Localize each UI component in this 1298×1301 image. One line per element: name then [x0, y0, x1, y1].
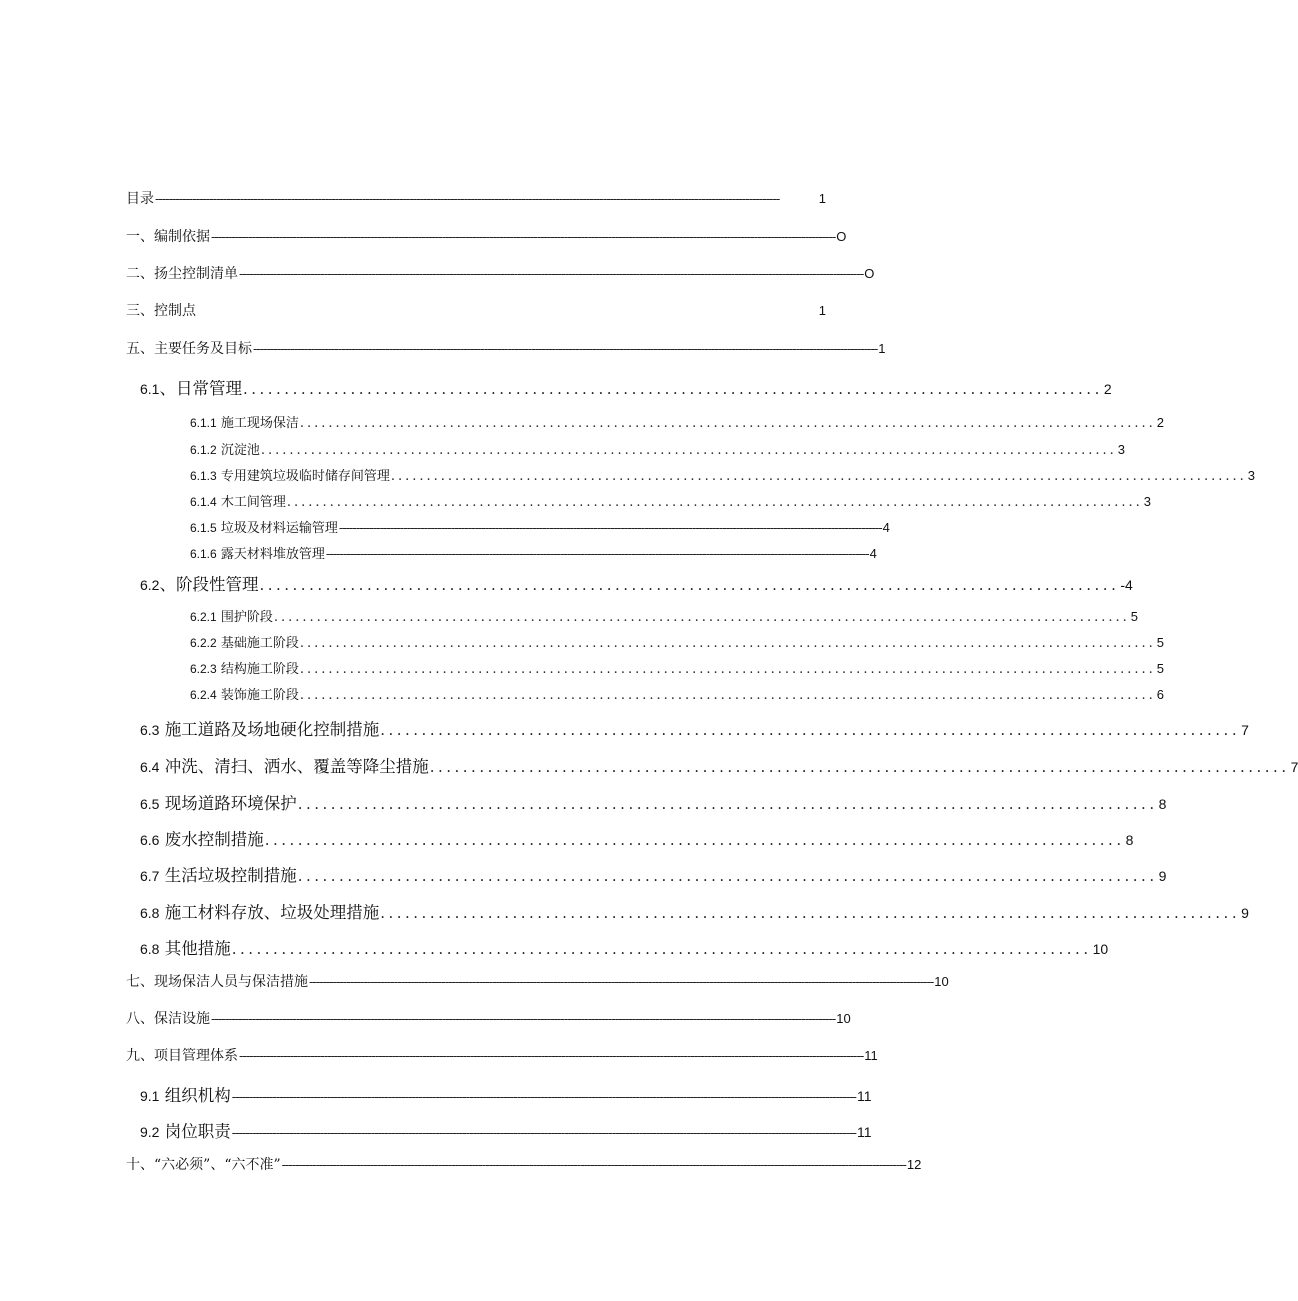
toc-entry-title: 目录 [126, 191, 154, 207]
toc-entry-page: 11 [856, 1124, 872, 1140]
toc-entry-title: 七、现场保洁人员与保洁措施 [126, 974, 308, 990]
toc-entry-title: 一、编制依据 [126, 229, 210, 245]
toc-leader-dashes: ---------------------------------------------------------------------------------------------------------------------------------------------------------------------------------------- [239, 267, 864, 282]
toc-entry-title: 二、扬尘控制清单 [126, 266, 238, 282]
toc-entry-title [190, 684, 299, 703]
toc-entry-6-8-materials[interactable] [140, 899, 1249, 923]
toc-entry-page: 6 [1156, 687, 1164, 702]
toc-entry-text: 其他措施 [164, 939, 231, 958]
toc-entry-text: 露天材料堆放管理 [220, 547, 325, 562]
toc-entry-cleaning-staff[interactable] [126, 971, 949, 991]
toc-entry-6-1-5[interactable] [190, 517, 890, 536]
toc-entry-6-2-1[interactable] [190, 606, 1138, 625]
toc-entry-title [190, 632, 299, 651]
toc-leader-dashes: ---------------------------------------------------------------------------------------------------------------------------------------------------------------------------------------- [309, 975, 934, 990]
toc-entry-6-3[interactable] [140, 716, 1249, 740]
toc-entry-page: 1 [818, 191, 826, 206]
toc-leader-dashes: ---------------------------------------------------------------------------------------------------------------------------------------------------------------------------------------- [253, 342, 878, 357]
toc-entry-page: 5 [1130, 609, 1138, 624]
toc-entry-6-1-6[interactable] [190, 543, 877, 562]
toc-entry-page: 4 [882, 520, 890, 535]
toc-entry-page: 3 [1247, 468, 1255, 483]
toc-entry-page: 1 [878, 341, 886, 356]
toc-entry-number: 6.2.2 [190, 636, 217, 650]
toc-entry-text: 装饰施工阶段 [220, 688, 299, 703]
toc-entry-title: 九、项目管理体系 [126, 1048, 238, 1064]
toc-entry-6-4[interactable] [140, 753, 1298, 777]
toc-entry-6-1-3[interactable] [190, 465, 1255, 484]
toc-entry-page: 7 [1241, 722, 1249, 738]
toc-entry-title: 十、“六必须”、“六不准” [126, 1157, 281, 1173]
toc-leader-dots: ........................................................................................................ [297, 795, 1158, 813]
toc-entry-6-6[interactable] [140, 826, 1134, 850]
toc-entry-page: 11 [856, 1088, 872, 1104]
toc-entry-text: 、阶段性管理 [159, 575, 259, 594]
toc-entry-number: 9.1 [140, 1088, 160, 1104]
toc-entry-text: 木工间管理 [220, 495, 286, 510]
toc-entry-page: 1 [818, 303, 826, 318]
toc-entry-number: 9.2 [140, 1124, 160, 1140]
toc-entry-6-2-2[interactable] [190, 632, 1164, 651]
toc-entry-text: 岗位职责 [164, 1122, 231, 1141]
toc-entry-page: 12 [906, 1157, 922, 1172]
toc-entry-title: 八、保洁设施 [126, 1011, 210, 1027]
toc-entry-page: 7 [1290, 759, 1298, 775]
toc-entry-6-5[interactable] [140, 790, 1167, 814]
toc-entry-title: 三、控制点 [126, 303, 196, 319]
toc-entry-text: 垃圾及材料运输管理 [220, 521, 338, 536]
toc-entry-title [140, 571, 258, 595]
toc-entry-dust-list[interactable] [126, 263, 875, 283]
toc-entry-number: 6.1.2 [190, 443, 217, 457]
toc-entry-text: 施工道路及场地硬化控制措施 [164, 720, 380, 739]
toc-entry-number: 6.1 [140, 381, 160, 397]
toc-entry-title [140, 716, 379, 740]
toc-entry-main-tasks[interactable] [126, 338, 886, 358]
toc-leader-dots: ........................................................................................................ [429, 758, 1290, 776]
toc-entry-number: 6.1.5 [190, 521, 217, 535]
toc-leader-dots: ........................................................................................................ [380, 904, 1241, 922]
toc-leader-dots: ........................................................................................................ [242, 380, 1103, 398]
toc-entry-six-musts[interactable] [126, 1154, 922, 1174]
toc-leader-dashes: ---------------------------------------------------------------------------------------------------------------------------------------------------------------------------------------- [231, 1090, 856, 1105]
toc-entry-page: 5 [1156, 635, 1164, 650]
toc-entry-number: 6.1.4 [190, 495, 217, 509]
toc-entry-page: 9 [1158, 868, 1167, 884]
toc-entry-text: 生活垃圾控制措施 [164, 866, 297, 885]
toc-leader-dots: ........................................................................................................................ [299, 416, 1156, 431]
toc-entry-contents[interactable] [126, 188, 826, 208]
toc-entry-text: 施工现场保洁 [220, 416, 299, 431]
toc-entry-title [140, 753, 429, 777]
toc-entry-cleaning-facilities[interactable] [126, 1008, 851, 1028]
toc-entry-6-1-4[interactable] [190, 491, 1151, 510]
toc-entry-number: 6.6 [140, 832, 160, 848]
toc-leader-dots: ........................................................................................................ [380, 721, 1241, 739]
toc-entry-control-points[interactable] [126, 300, 826, 320]
toc-entry-6-2-4[interactable] [190, 684, 1164, 703]
toc-entry-text: 围护阶段 [220, 610, 273, 625]
toc-entry-page: 4 [869, 546, 877, 561]
toc-entry-page: 8 [1125, 832, 1134, 848]
toc-entry-title [190, 465, 390, 484]
toc-entry-number: 6.3 [140, 722, 160, 738]
toc-entry-9-1[interactable] [140, 1082, 872, 1106]
toc-entry-page: 8 [1158, 796, 1167, 812]
toc-leader-dashes: ---------------------------------------------------------------------------------------------------------------------------------------------------------------- [325, 547, 869, 562]
toc-leader-dots: ........................................................................................................ [231, 940, 1092, 958]
toc-entry-number: 6.7 [140, 868, 160, 884]
toc-entry-title [140, 1118, 231, 1142]
toc-leader-dots: ........................................................................................................................ [299, 662, 1156, 677]
toc-entry-title [140, 375, 242, 399]
toc-entry-text: 组织机构 [164, 1086, 231, 1105]
toc-entry-6-2[interactable] [140, 571, 1133, 595]
toc-leader-dashes: ---------------------------------------------------------------------------------------------------------------------------------------------------------------------------------------- [211, 1012, 836, 1027]
toc-entry-title [190, 517, 338, 536]
toc-entry-management-system[interactable] [126, 1045, 878, 1065]
toc-entry-number: 6.5 [140, 796, 160, 812]
toc-entry-text: 基础施工阶段 [220, 636, 299, 651]
toc-entry-page: -4 [1120, 577, 1133, 593]
toc-leader-dots: ........................................................................................................ [264, 831, 1125, 849]
toc-entry-page: 3 [1143, 494, 1151, 509]
toc-entry-page: 2 [1156, 415, 1164, 430]
toc-entry-title [190, 439, 260, 458]
toc-entry-title [140, 1082, 231, 1106]
toc-entry-number: 6.4 [140, 759, 160, 775]
toc-entry-number: 6.2.1 [190, 610, 217, 624]
toc-leader-dots: ........................................................................................................ [259, 576, 1120, 594]
toc-entry-page: 11 [864, 1048, 878, 1063]
toc-entry-basis[interactable] [126, 226, 847, 246]
toc-entry-number: 6.8 [140, 941, 160, 957]
toc-entry-page: 10 [836, 1011, 851, 1026]
toc-entry-title [140, 899, 379, 923]
toc-entry-title [190, 491, 286, 510]
toc-entry-6-2-3[interactable] [190, 658, 1164, 677]
toc-entry-text: 冲洗、清扫、洒水、覆盖等降尘措施 [164, 757, 429, 776]
toc-entry-title: 五、主要任务及目标 [126, 341, 252, 357]
toc-leader-dashes: ---------------------------------------------------------------------------------------------------------------------------------------------------------------- [338, 521, 882, 536]
toc-entry-page: 9 [1241, 905, 1249, 921]
toc-leader-dashes: ---------------------------------------------------------------------------------------------------------------------------------------------------------------------------------------- [239, 1049, 864, 1064]
toc-entry-text: 专用建筑垃圾临时储存间管理 [220, 469, 390, 484]
toc-entry-page: 3 [1117, 442, 1125, 457]
toc-entry-number: 6.2.4 [190, 688, 217, 702]
toc-entry-number: 6.2 [140, 577, 160, 593]
toc-entry-title [140, 862, 297, 886]
toc-entry-text: 沉淀池 [220, 443, 260, 458]
toc-entry-title [190, 543, 325, 562]
toc-entry-text: 结构施工阶段 [220, 662, 299, 677]
toc-entry-6-7[interactable] [140, 862, 1167, 886]
toc-entry-page: 5 [1156, 661, 1164, 676]
toc-leader-dots: ........................................................................................................................ [260, 443, 1117, 458]
toc-entry-number: 6.1.1 [190, 416, 217, 430]
toc-entry-6-1[interactable] [140, 375, 1112, 399]
toc-entry-9-2[interactable] [140, 1118, 872, 1142]
toc-entry-title [140, 935, 231, 959]
toc-leader-dots: ........................................................................................................................ [299, 688, 1156, 703]
toc-entry-text: 现场道路环境保护 [164, 794, 297, 813]
toc-leader-dashes: ---------------------------------------------------------------------------------------------------------------------------------------------------------------------------------------- [231, 1126, 856, 1141]
toc-entry-6-1-1[interactable] [190, 412, 1164, 431]
toc-entry-text: 施工材料存放、垃圾处理措施 [164, 903, 380, 922]
toc-entry-number: 6.8 [140, 905, 160, 921]
toc-entry-number: 6.1.6 [190, 547, 217, 561]
toc-entry-title [140, 790, 297, 814]
toc-entry-number: 6.1.3 [190, 469, 217, 483]
toc-entry-6-1-2[interactable] [190, 439, 1125, 458]
toc-entry-page: 10 [1092, 941, 1109, 957]
toc-leader-dots: ........................................................................................................ [297, 867, 1158, 885]
toc-entry-page: O [864, 266, 875, 281]
toc-entry-title [190, 658, 299, 677]
toc-leader-dots: ........................................................................................................................ [273, 610, 1130, 625]
toc-leader-dots: ........................................................................................................................ [286, 495, 1143, 510]
toc-leader-dots: ........................................................................................................................ [299, 636, 1156, 651]
toc-entry-number: 6.2.3 [190, 662, 217, 676]
toc-entry-title [140, 826, 264, 850]
toc-leader-dashes: ---------------------------------------------------------------------------------------------------------------------------------------------------------------------------------------- [155, 192, 780, 207]
toc-entry-page: 10 [934, 974, 949, 989]
toc-leader-dashes: ---------------------------------------------------------------------------------------------------------------------------------------------------------------------------------------- [281, 1158, 906, 1173]
toc-entry-text: 、日常管理 [159, 379, 242, 398]
toc-entry-6-8-other[interactable] [140, 935, 1109, 959]
toc-entry-page: O [836, 229, 847, 244]
toc-leader-dashes: ---------------------------------------------------------------------------------------------------------------------------------------------------------------------------------------- [211, 230, 836, 245]
toc-entry-title [190, 606, 273, 625]
toc-entry-text: 废水控制措施 [164, 830, 264, 849]
toc-entry-page: 2 [1103, 381, 1112, 397]
toc-leader-dots: ........................................................................................................................ [390, 469, 1247, 484]
toc-entry-title [190, 412, 299, 431]
